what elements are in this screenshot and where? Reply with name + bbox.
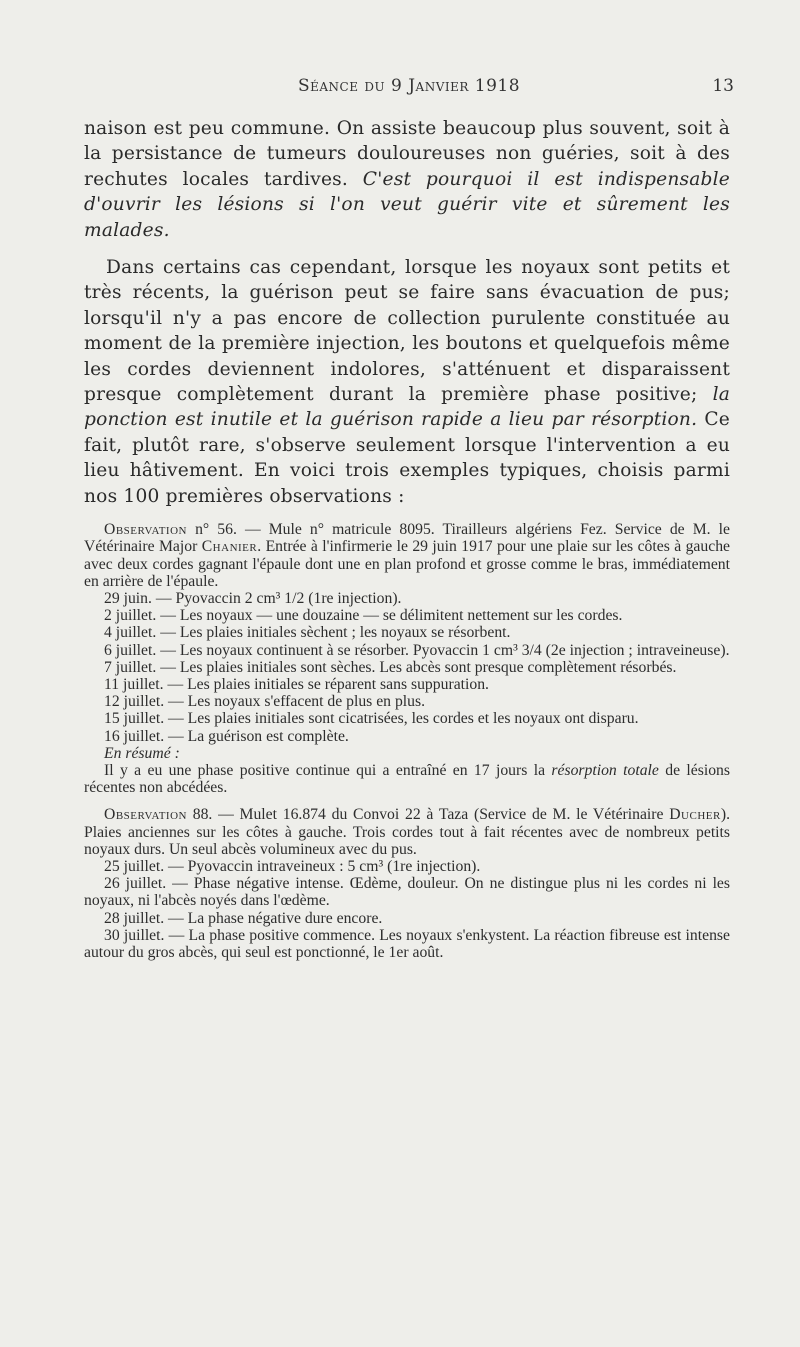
paragraph-2-text-b: Ce fait, plutôt rare, s'observe seulement lorsque l'intervention a eu lieu hâtivement. En voici trois exemples typiques, choisis parmi nos 100 premières observations :	[84, 409, 730, 507]
observation-88-intro-text: 88. — Mulet 16.874 du Convoi 22 à Taza (Service de M. le Vétérinaire	[186, 806, 670, 824]
observation-88-rest: ). Plaies anciennes sur les côtes à gauche. Trois cordes tout à fait récentes avec de nombreux petits noyaux durs. Un seul abcès volumineux avec du pus.	[84, 806, 730, 858]
page-body	[84, 116, 730, 961]
resume-italic: résorption totale	[551, 761, 659, 779]
observation-label: Observation	[104, 521, 187, 539]
resume-text-b: de lésions récentes non abcédées.	[84, 761, 730, 797]
paragraph-2-text-a: Dans certains cas cependant, lorsque les noyaux sont petits et très récents, la guérison peut se faire sans évacuation de pus; lorsqu'il n'y a pas encore de collection purulente constituée au moment de la première injection, les boutons et quelquefois même les cordes deviennent indolores, s'atténuent et disparaissent presque complètement durant la première phase positive;	[84, 257, 730, 406]
veterinarian-name: Chanier	[201, 538, 258, 556]
observation-88-intro	[84, 806, 730, 858]
observation-88	[84, 806, 730, 961]
entry-26-juillet: 26 juillet. — Phase négative intense. Œdème, douleur. On ne distingue plus ni les cordes ni les noyaux, ni l'abcès noyés dans l'œdème.	[84, 875, 730, 910]
entry-29-juin: 29 juin. — Pyovaccin 2 cm³ 1/2 (1re injection).	[104, 589, 402, 607]
observation-56-intro	[84, 521, 730, 590]
observation-56-intro-text: n° 56. — Mule n° matricule 8095. Tirailleurs algériens Fez. Service de M. le Vétérinaire Major	[84, 521, 730, 556]
entry-4-juillet: 4 juillet. — Les plaies initiales sèchent ; les noyaux se résorbent.	[104, 624, 511, 642]
entry-25-juillet: 25 juillet. — Pyovaccin intraveineux : 5 cm³ (1re injection).	[104, 857, 481, 875]
resume-label-text: En résumé :	[104, 744, 180, 762]
entry-2-juillet: 2 juillet. — Les noyaux — une douzaine — se délimitent nettement sur les cordes.	[104, 607, 623, 625]
paragraph-1	[84, 116, 730, 243]
observation-56-rest: . Entrée à l'infirmerie le 29 juin 1917 pour une plaie sur les côtes à gauche avec deux cordes gagnant l'épaule dont une en plan profond et grosse comme le bras, immédiatement en arrière de l'épaule.	[84, 538, 731, 590]
header-title: Séance du 9 Janvier 1918	[297, 76, 521, 96]
entry-11-juillet: 11 juillet. — Les plaies initiales se réparent sans suppuration.	[104, 675, 489, 693]
resume-text-a: Il y a eu une phase positive continue qui a entraîné en 17 jours la	[104, 761, 552, 779]
resume-label	[84, 745, 730, 762]
paragraph-2-italic: la ponction est inutile et la guérison rapide a lieu par résorption.	[84, 384, 730, 431]
entry-7-juillet: 7 juillet. — Les plaies initiales sont sèches. Les abcès sont presque complètement résorbés.	[104, 658, 677, 676]
entry-30-juillet: 30 juillet. — La phase positive commence. Les noyaux s'enkystent. La réaction fibreuse est intense autour du gros abcès, qui seul est ponctionné, le 1er août.	[84, 926, 730, 961]
observation-56	[84, 521, 730, 796]
observation-label: Observation	[104, 806, 187, 824]
entry-28-juillet: 28 juillet. — La phase négative dure encore.	[104, 909, 383, 927]
paragraph-2	[84, 255, 730, 509]
entry-15-juillet: 15 juillet. — Les plaies initiales sont cicatrisées, les cordes et les noyaux ont disparu.	[104, 710, 639, 728]
entry-6-juillet: 6 juillet. — Les noyaux continuent à se résorber. Pyovaccin 1 cm³ 3/4 (2e injection ; intraveineuse).	[104, 641, 730, 659]
entry-12-juillet: 12 juillet. — Les noyaux s'effacent de plus en plus.	[104, 693, 426, 711]
page-number: 13	[712, 76, 734, 96]
entry-16-juillet: 16 juillet. — La guérison est complète.	[104, 727, 349, 745]
paragraph-1-text: naison est peu commune. On assiste beaucoup plus souvent, soit à la persistance de tumeurs douloureuses non guéries, soit à des rechutes locales tardives.	[84, 118, 730, 190]
veterinarian-name: Ducher	[669, 806, 721, 824]
paragraph-1-italic: C'est pourquoi il est indispensable d'ouvrir les lésions si l'on veut guérir vite et sûrement les malades.	[84, 168, 730, 241]
resume-text	[84, 762, 730, 796]
running-header	[84, 76, 734, 100]
